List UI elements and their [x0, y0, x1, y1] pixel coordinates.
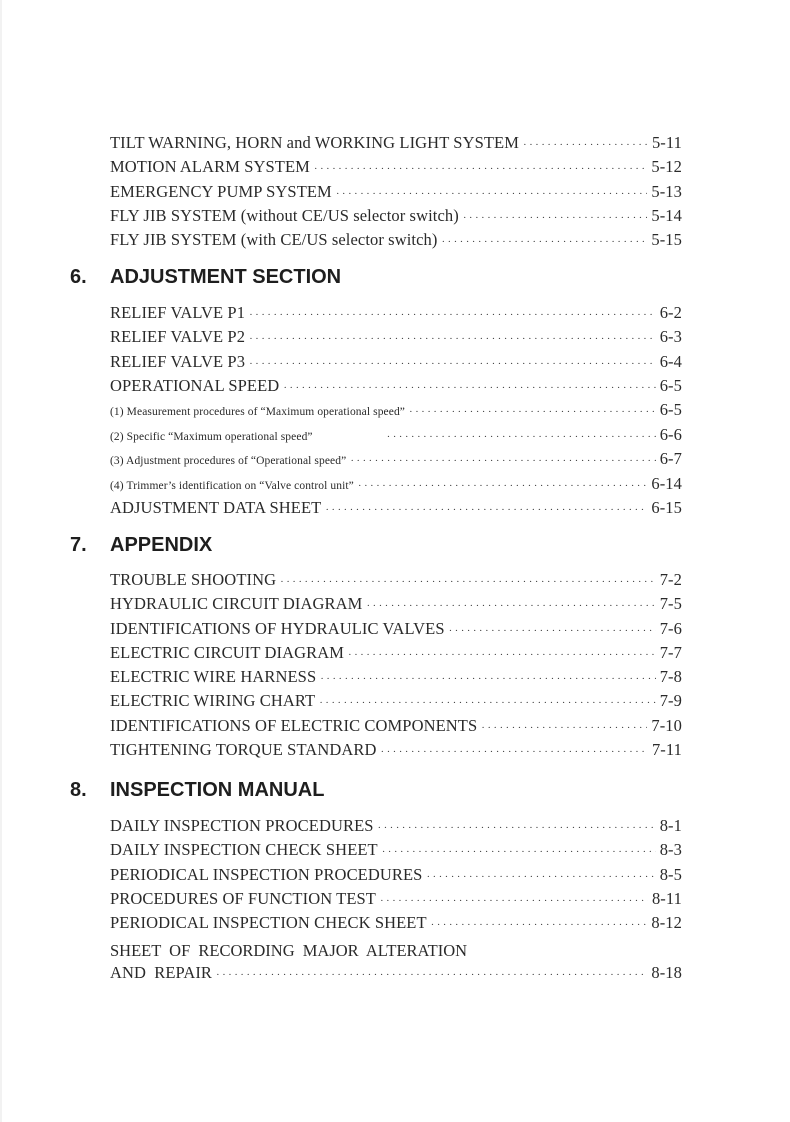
- section5-entries: [110, 133, 682, 254]
- dot-leader: [320, 673, 655, 685]
- section6-entries: [110, 303, 682, 522]
- dot-leader: [280, 576, 656, 588]
- section-heading-7: 7. APPENDIX: [70, 534, 213, 556]
- dot-leader: [249, 358, 656, 370]
- toc-entry[interactable]: RELIEF VALVE P2 ····· 6-3: [110, 327, 682, 351]
- toc-subentry[interactable]: (4) Trimmer’s identification on “Valve control unit” ····· 6-14: [110, 474, 682, 499]
- section7-entries: [110, 570, 682, 764]
- section8-entries: [110, 816, 682, 988]
- section-heading-8: 8. INSPECTION MANUAL: [70, 779, 325, 801]
- toc-entry[interactable]: FLY JIB SYSTEM (without CE/US selector switch) ····· 5-14: [110, 206, 682, 230]
- toc-entry[interactable]: IDENTIFICATIONS OF ELECTRIC COMPONENTS ····· 7-10: [110, 716, 682, 740]
- dot-leader: [381, 746, 648, 758]
- dot-leader: [463, 212, 648, 224]
- toc-entry[interactable]: PERIODICAL INSPECTION CHECK SHEET ····· 8-12: [110, 913, 682, 937]
- dot-leader: [523, 139, 648, 151]
- toc-entry[interactable]: ADJUSTMENT DATA SHEET ····· 6-15: [110, 498, 682, 522]
- dot-leader: [481, 722, 647, 734]
- dot-leader: [366, 600, 655, 612]
- toc-entry[interactable]: IDENTIFICATIONS OF HYDRAULIC VALVES ····· 7-6: [110, 619, 682, 643]
- dot-leader: [350, 455, 655, 467]
- dot-leader: [249, 333, 656, 345]
- dot-leader: [358, 480, 647, 492]
- toc-entry-multiline[interactable]: [110, 941, 682, 987]
- toc-subentry[interactable]: (1) Measurement procedures of “Maximum operational speed” ····· 6-5: [110, 400, 682, 425]
- dot-leader: [387, 431, 656, 443]
- scan-edge-shadow: [0, 0, 2, 1122]
- dot-leader: [319, 697, 655, 709]
- toc-entry[interactable]: ELECTRIC WIRE HARNESS ····· 7-8: [110, 667, 682, 691]
- dot-leader: [283, 382, 655, 394]
- toc-entry[interactable]: PROCEDURES OF FUNCTION TEST ····· 8-11: [110, 889, 682, 913]
- dot-leader: [382, 846, 656, 858]
- dot-leader: [216, 969, 647, 981]
- toc-entry[interactable]: DAILY INSPECTION CHECK SHEET ····· 8-3: [110, 840, 682, 864]
- toc-subentry[interactable]: (3) Adjustment procedures of “Operational speed” ····· 6-7: [110, 449, 682, 474]
- toc-entry[interactable]: TROUBLE SHOOTING ····· 7-2: [110, 570, 682, 594]
- dot-leader: [325, 504, 647, 516]
- toc-entry[interactable]: HYDRAULIC CIRCUIT DIAGRAM ····· 7-5: [110, 594, 682, 618]
- toc-subentry[interactable]: (2) Specific “Maximum operational speed” ····· 6-6: [110, 425, 682, 450]
- dot-leader: [431, 919, 648, 931]
- dot-leader: [409, 406, 656, 418]
- dot-leader: [378, 822, 656, 834]
- toc-entry[interactable]: DAILY INSPECTION PROCEDURES ····· 8-1: [110, 816, 682, 840]
- toc-entry-line2: AND REPAIR ····· 8-18: [110, 963, 682, 987]
- dot-leader: [426, 871, 655, 883]
- toc-entry[interactable]: EMERGENCY PUMP SYSTEM ····· 5-13: [110, 182, 682, 206]
- toc-entry[interactable]: FLY JIB SYSTEM (with CE/US selector switch) ····· 5-15: [110, 230, 682, 254]
- section-heading-6: 6. ADJUSTMENT SECTION: [70, 266, 342, 288]
- dot-leader: [348, 649, 656, 661]
- dot-leader: [336, 188, 648, 200]
- dot-leader: [314, 163, 647, 175]
- dot-leader: [441, 236, 647, 248]
- toc-entry[interactable]: TILT WARNING, HORN and WORKING LIGHT SYSTEM ····· 5-11: [110, 133, 682, 157]
- toc-entry-line1: SHEET OF RECORDING MAJOR ALTERATION: [110, 941, 468, 961]
- toc-entry[interactable]: ELECTRIC WIRING CHART ····· 7-9: [110, 691, 682, 715]
- toc-entry[interactable]: OPERATIONAL SPEED ····· 6-5: [110, 376, 682, 400]
- dot-leader: [449, 625, 656, 637]
- toc-entry[interactable]: ELECTRIC CIRCUIT DIAGRAM ····· 7-7: [110, 643, 682, 667]
- toc-entry[interactable]: MOTION ALARM SYSTEM ····· 5-12: [110, 157, 682, 181]
- toc-entry[interactable]: RELIEF VALVE P1 ····· 6-2: [110, 303, 682, 327]
- toc-entry[interactable]: TIGHTENING TORQUE STANDARD ····· 7-11: [110, 740, 682, 764]
- toc-entry[interactable]: RELIEF VALVE P3 ····· 6-4: [110, 352, 682, 376]
- toc-entry[interactable]: PERIODICAL INSPECTION PROCEDURES ····· 8-5: [110, 865, 682, 889]
- dot-leader: [380, 895, 648, 907]
- dot-leader: [249, 309, 656, 321]
